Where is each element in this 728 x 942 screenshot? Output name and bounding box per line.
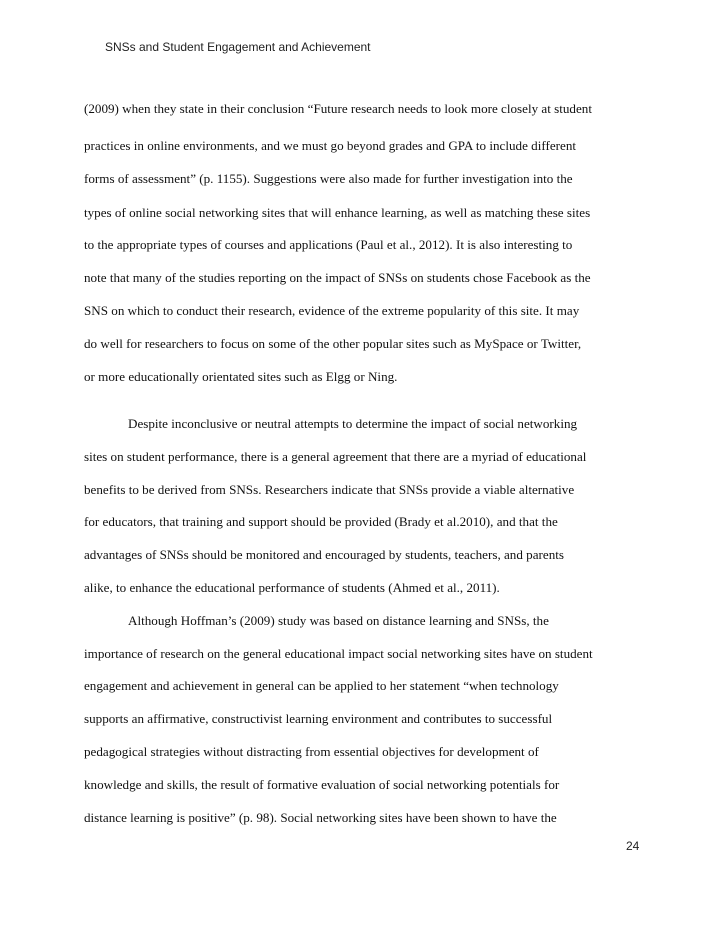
text-line: forms of assessment” (p. 1155). Suggestions were also made for further investigation into the <box>84 171 573 186</box>
paragraph-first-line: Although Hoffman’s (2009) study was based on distance learning and SNSs, the <box>128 613 549 628</box>
text-line: alike, to enhance the educational performance of students (Ahmed et al., 2011). <box>84 580 500 595</box>
text-line: knowledge and skills, the result of formative evaluation of social networking potentials for <box>84 777 560 792</box>
text-line: sites on student performance, there is a general agreement that there are a myriad of educational <box>84 449 587 464</box>
text-line: importance of research on the general educational impact social networking sites have on student <box>84 646 593 661</box>
text-line: practices in online environments, and we must go beyond grades and GPA to include different <box>84 138 576 153</box>
text-line: types of online social networking sites that will enhance learning, as well as matching these sites <box>84 205 591 220</box>
text-line: note that many of the studies reporting on the impact of SNSs on students chose Facebook as the <box>84 270 591 285</box>
text-line: for educators, that training and support should be provided (Brady et al.2010), and that the <box>84 514 558 529</box>
paragraph-first-line: Despite inconclusive or neutral attempts to determine the impact of social networking <box>128 416 578 431</box>
page-number: 24 <box>626 839 640 853</box>
text-line: advantages of SNSs should be monitored and encouraged by students, teachers, and parents <box>84 547 564 562</box>
text-line: to the appropriate types of courses and applications (Paul et al., 2012). It is also interesting to <box>84 237 573 252</box>
text-line: pedagogical strategies without distracting from essential objectives for development of <box>84 744 539 759</box>
text-line: supports an affirmative, constructivist learning environment and contributes to successful <box>84 711 553 726</box>
text-line: do well for researchers to focus on some of the other popular sites such as MySpace or Twitter, <box>84 336 582 351</box>
text-line: distance learning is positive” (p. 98). Social networking sites have been shown to have the <box>84 810 557 825</box>
text-line: (2009) when they state in their conclusion “Future research needs to look more closely at student <box>84 101 592 116</box>
text-line: engagement and achievement in general can be applied to her statement “when technology <box>84 678 559 693</box>
running-head: SNSs and Student Engagement and Achievement <box>105 40 371 54</box>
text-line: or more educationally orientated sites such as Elgg or Ning. <box>84 369 398 384</box>
text-line: benefits to be derived from SNSs. Researchers indicate that SNSs provide a viable alternative <box>84 482 575 497</box>
text-line: SNS on which to conduct their research, evidence of the extreme popularity of this site. It may <box>84 303 580 318</box>
